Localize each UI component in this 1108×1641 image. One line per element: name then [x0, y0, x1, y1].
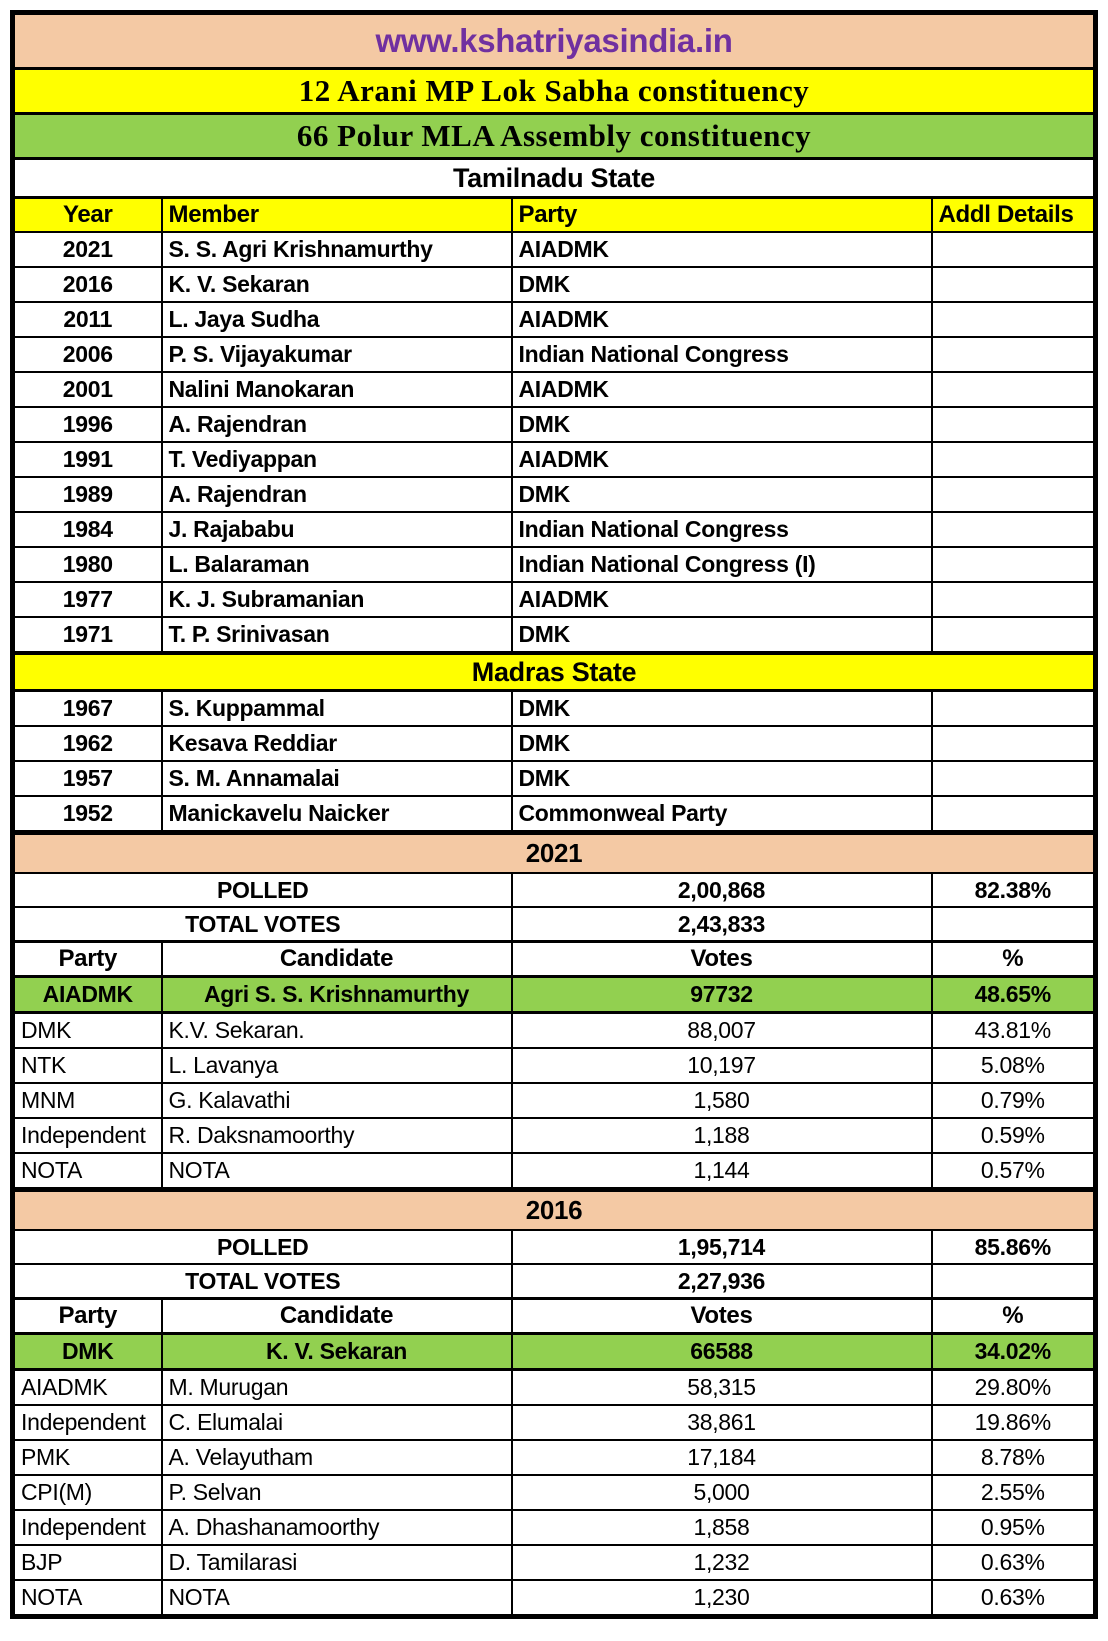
votes-column-header: Votes: [512, 942, 932, 977]
votes-cell: 5,000: [512, 1475, 932, 1510]
tamilnadu-state-row: [13, 159, 1096, 198]
party-cell: Independent: [13, 1405, 162, 1440]
member-row: [13, 761, 1096, 796]
year-cell: 1967: [13, 691, 162, 727]
year-cell: 2021: [13, 232, 162, 267]
member-cell: Kesava Reddiar: [162, 726, 512, 761]
member-row: [13, 407, 1096, 442]
member-row: [13, 726, 1096, 761]
votes-cell: 1,144: [512, 1153, 932, 1190]
votes-cell: 1,858: [512, 1510, 932, 1545]
pct-cell: 29.80%: [932, 1370, 1096, 1406]
pct-cell: 48.65%: [932, 977, 1096, 1013]
result-row: [13, 1083, 1096, 1118]
mp-constituency-row: [13, 69, 1096, 114]
candidate-cell: L. Lavanya: [162, 1048, 512, 1083]
party-cell: DMK: [13, 1013, 162, 1049]
pct-cell: 0.63%: [932, 1545, 1096, 1580]
addl-column-header: Addl Details: [932, 198, 1096, 233]
member-cell: J. Rajababu: [162, 512, 512, 547]
year-cell: 1962: [13, 726, 162, 761]
candidate-cell: G. Kalavathi: [162, 1083, 512, 1118]
year-cell: 2001: [13, 372, 162, 407]
party-cell: DMK: [512, 267, 932, 302]
member-cell: S. M. Annamalai: [162, 761, 512, 796]
polled-label: POLLED: [13, 873, 512, 907]
pct-cell: 43.81%: [932, 1013, 1096, 1049]
party-cell: PMK: [13, 1440, 162, 1475]
polled-votes: 1,95,714: [512, 1230, 932, 1264]
party-cell: Indian National Congress (I): [512, 547, 932, 582]
result-row: [13, 1048, 1096, 1083]
total-votes-value: 2,43,833: [512, 907, 932, 942]
result-row: [13, 1580, 1096, 1617]
member-row: [13, 512, 1096, 547]
member-cell: T. P. Srinivasan: [162, 617, 512, 653]
addl-cell: [932, 512, 1096, 547]
member-row: [13, 267, 1096, 302]
party-cell: DMK: [512, 477, 932, 512]
year-cell: 1989: [13, 477, 162, 512]
madras-state-label: Madras State: [13, 653, 1096, 691]
addl-cell: [932, 372, 1096, 407]
party-cell: MNM: [13, 1083, 162, 1118]
member-column-header: Member: [162, 198, 512, 233]
pct-cell: 2.55%: [932, 1475, 1096, 1510]
member-cell: Manickavelu Naicker: [162, 796, 512, 833]
polled-votes: 2,00,868: [512, 873, 932, 907]
candidate-cell: A. Dhashanamoorthy: [162, 1510, 512, 1545]
year-cell: 1957: [13, 761, 162, 796]
year-cell: 1952: [13, 796, 162, 833]
year-cell: 2016: [13, 267, 162, 302]
party-cell: BJP: [13, 1545, 162, 1580]
candidate-cell: K. V. Sekaran: [162, 1334, 512, 1370]
member-cell: K. V. Sekaran: [162, 267, 512, 302]
votes-cell: 17,184: [512, 1440, 932, 1475]
votes-cell: 88,007: [512, 1013, 932, 1049]
member-cell: S. Kuppammal: [162, 691, 512, 727]
pct-cell: 19.86%: [932, 1405, 1096, 1440]
party-cell: DMK: [13, 1334, 162, 1370]
election-2016-title: 2016: [13, 1190, 1096, 1231]
results-header-row-2016: [13, 1299, 1096, 1334]
votes-cell: 10,197: [512, 1048, 932, 1083]
votes-cell: 1,230: [512, 1580, 932, 1617]
party-cell: AIADMK: [512, 582, 932, 617]
result-row: [13, 1545, 1096, 1580]
candidate-cell: R. Daksnamoorthy: [162, 1118, 512, 1153]
votes-cell: 66588: [512, 1334, 932, 1370]
year-cell: 2006: [13, 337, 162, 372]
member-cell: A. Rajendran: [162, 477, 512, 512]
addl-cell: [932, 582, 1096, 617]
member-row: [13, 691, 1096, 727]
member-row: [13, 232, 1096, 267]
total-votes-label: TOTAL VOTES: [13, 907, 512, 942]
party-cell: DMK: [512, 761, 932, 796]
addl-cell: [932, 407, 1096, 442]
member-row: [13, 547, 1096, 582]
member-row: [13, 617, 1096, 653]
party-cell: AIADMK: [512, 232, 932, 267]
party-cell: Independent: [13, 1118, 162, 1153]
polled-label: POLLED: [13, 1230, 512, 1264]
total-votes-label: TOTAL VOTES: [13, 1264, 512, 1299]
constituency-table: [10, 10, 1098, 1619]
candidate-cell: C. Elumalai: [162, 1405, 512, 1440]
addl-cell: [932, 477, 1096, 512]
result-row: [13, 1370, 1096, 1406]
party-cell: AIADMK: [512, 372, 932, 407]
party-column-header: Party: [13, 942, 162, 977]
result-row: [13, 1118, 1096, 1153]
member-row: [13, 337, 1096, 372]
party-cell: AIADMK: [512, 302, 932, 337]
pct-cell: 0.63%: [932, 1580, 1096, 1617]
candidate-cell: D. Tamilarasi: [162, 1545, 512, 1580]
votes-cell: 1,188: [512, 1118, 932, 1153]
member-cell: P. S. Vijayakumar: [162, 337, 512, 372]
member-row: [13, 372, 1096, 407]
candidate-cell: K.V. Sekaran.: [162, 1013, 512, 1049]
addl-cell: [932, 547, 1096, 582]
party-cell: NOTA: [13, 1153, 162, 1190]
addl-cell: [932, 761, 1096, 796]
party-cell: AIADMK: [13, 1370, 162, 1406]
total-votes-pct: [932, 1264, 1096, 1299]
member-cell: K. J. Subramanian: [162, 582, 512, 617]
member-row: [13, 477, 1096, 512]
total-votes-pct: [932, 907, 1096, 942]
mp-constituency-title: 12 Arani MP Lok Sabha constituency: [13, 69, 1096, 114]
election-2021-title: 2021: [13, 833, 1096, 874]
pct-cell: 0.79%: [932, 1083, 1096, 1118]
year-cell: 1991: [13, 442, 162, 477]
party-cell: DMK: [512, 726, 932, 761]
total-votes-row-2016: [13, 1264, 1096, 1299]
members-header-row: [13, 198, 1096, 233]
polled-row-2021: [13, 873, 1096, 907]
year-column-header: Year: [13, 198, 162, 233]
member-cell: L. Jaya Sudha: [162, 302, 512, 337]
candidate-cell: A. Velayutham: [162, 1440, 512, 1475]
addl-cell: [932, 617, 1096, 653]
pct-cell: 0.59%: [932, 1118, 1096, 1153]
candidate-column-header: Candidate: [162, 942, 512, 977]
year-cell: 1971: [13, 617, 162, 653]
addl-cell: [932, 267, 1096, 302]
party-cell: DMK: [512, 617, 932, 653]
party-cell: Indian National Congress: [512, 512, 932, 547]
pct-cell: 0.95%: [932, 1510, 1096, 1545]
addl-cell: [932, 232, 1096, 267]
member-cell: T. Vediyappan: [162, 442, 512, 477]
website-banner-row: [13, 13, 1096, 69]
party-cell: Commonweal Party: [512, 796, 932, 833]
total-votes-value: 2,27,936: [512, 1264, 932, 1299]
member-row: [13, 582, 1096, 617]
result-row: [13, 1153, 1096, 1190]
pct-column-header: %: [932, 942, 1096, 977]
year-cell: 2011: [13, 302, 162, 337]
polled-pct: 82.38%: [932, 873, 1096, 907]
addl-cell: [932, 691, 1096, 727]
party-cell: DMK: [512, 407, 932, 442]
member-row: [13, 442, 1096, 477]
total-votes-row-2021: [13, 907, 1096, 942]
votes-cell: 38,861: [512, 1405, 932, 1440]
member-cell: L. Balaraman: [162, 547, 512, 582]
result-row: [13, 1440, 1096, 1475]
year-cell: 1984: [13, 512, 162, 547]
polled-row-2016: [13, 1230, 1096, 1264]
member-row: [13, 302, 1096, 337]
election-2021-band: [13, 833, 1096, 874]
party-column-header: Party: [13, 1299, 162, 1334]
pct-column-header: %: [932, 1299, 1096, 1334]
candidate-column-header: Candidate: [162, 1299, 512, 1334]
result-row: [13, 1475, 1096, 1510]
result-row: [13, 1405, 1096, 1440]
result-row: [13, 1013, 1096, 1049]
party-cell: Independent: [13, 1510, 162, 1545]
party-cell: NTK: [13, 1048, 162, 1083]
candidate-cell: NOTA: [162, 1153, 512, 1190]
madras-state-row: [13, 653, 1096, 691]
addl-cell: [932, 796, 1096, 833]
winner-row-2016: [13, 1334, 1096, 1370]
member-cell: S. S. Agri Krishnamurthy: [162, 232, 512, 267]
mla-constituency-row: [13, 114, 1096, 159]
pct-cell: 0.57%: [932, 1153, 1096, 1190]
mla-constituency-title: 66 Polur MLA Assembly constituency: [13, 114, 1096, 159]
addl-cell: [932, 442, 1096, 477]
pct-cell: 8.78%: [932, 1440, 1096, 1475]
party-cell: AIADMK: [13, 977, 162, 1013]
party-cell: Indian National Congress: [512, 337, 932, 372]
constituency-sheet: [10, 10, 1098, 1619]
year-cell: 1977: [13, 582, 162, 617]
candidate-cell: P. Selvan: [162, 1475, 512, 1510]
tamilnadu-state-label: Tamilnadu State: [13, 159, 1096, 198]
addl-cell: [932, 726, 1096, 761]
member-row: [13, 796, 1096, 833]
candidate-cell: NOTA: [162, 1580, 512, 1617]
pct-cell: 5.08%: [932, 1048, 1096, 1083]
party-cell: NOTA: [13, 1580, 162, 1617]
votes-column-header: Votes: [512, 1299, 932, 1334]
results-header-row-2021: [13, 942, 1096, 977]
party-cell: AIADMK: [512, 442, 932, 477]
addl-cell: [932, 302, 1096, 337]
election-2016-band: [13, 1190, 1096, 1231]
result-row: [13, 1510, 1096, 1545]
candidate-cell: Agri S. S. Krishnamurthy: [162, 977, 512, 1013]
votes-cell: 97732: [512, 977, 932, 1013]
member-cell: Nalini Manokaran: [162, 372, 512, 407]
winner-row-2021: [13, 977, 1096, 1013]
votes-cell: 1,232: [512, 1545, 932, 1580]
polled-pct: 85.86%: [932, 1230, 1096, 1264]
pct-cell: 34.02%: [932, 1334, 1096, 1370]
addl-cell: [932, 337, 1096, 372]
party-column-header: Party: [512, 198, 932, 233]
website-link[interactable]: www.kshatriyasindia.in: [13, 13, 1096, 69]
votes-cell: 58,315: [512, 1370, 932, 1406]
year-cell: 1996: [13, 407, 162, 442]
party-cell: DMK: [512, 691, 932, 727]
year-cell: 1980: [13, 547, 162, 582]
candidate-cell: M. Murugan: [162, 1370, 512, 1406]
votes-cell: 1,580: [512, 1083, 932, 1118]
member-cell: A. Rajendran: [162, 407, 512, 442]
party-cell: CPI(M): [13, 1475, 162, 1510]
